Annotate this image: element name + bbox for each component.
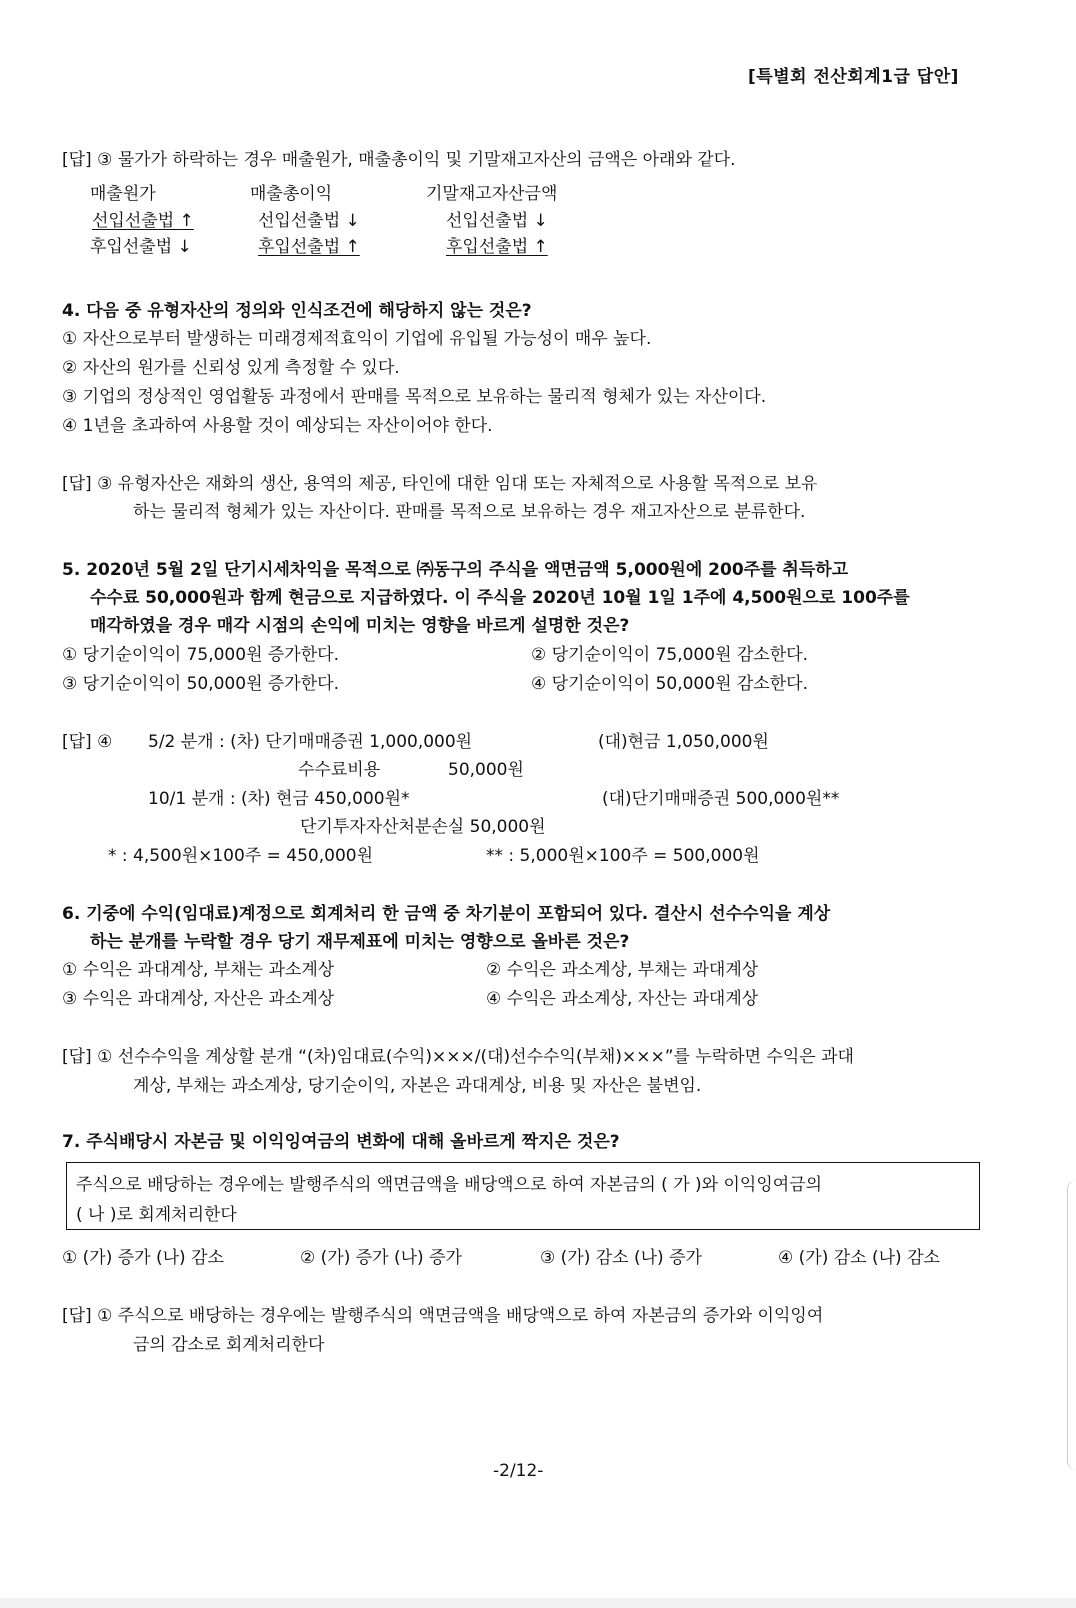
table-cell: 선입선출법 ↓ <box>258 211 360 231</box>
question-7-box-line-2: ( 나 )로 회계처리한다 <box>76 1205 237 1225</box>
answer-7-line-2: 금의 감소로 회계처리한다 <box>133 1335 325 1355</box>
table-cell: 후입선출법 ↑ <box>446 237 548 257</box>
journal-entry-5-2-debit: 5/2 분개 : (차) 단기매매증권 1,000,000원 <box>148 732 473 752</box>
question-6-option-1: ① 수익은 과대계상, 부채는 과소계상 <box>62 960 335 980</box>
question-6-title-line-2: 하는 분개를 누락할 경우 당기 재무제표에 미치는 영향으로 올바른 것은? <box>90 932 630 952</box>
answer-5-label: [답] ④ <box>62 732 113 752</box>
journal-entry-10-1-credit: (대)단기매매증권 500,000원** <box>602 789 840 809</box>
table-cell: 후입선출법 ↑ <box>258 237 360 257</box>
answer-4-line-2: 하는 물리적 형체가 있는 자산이다. 판매를 목적으로 보유하는 경우 재고자산으로 분류한다. <box>133 502 806 522</box>
table-header-gross-profit: 매출총이익 <box>250 184 333 204</box>
answer-6-line-1: [답] ① 선수수익을 계상할 분개 “(차)임대료(수익)×××/(대)선수수익(부채)×××”를 누락하면 수익은 과대 <box>62 1047 854 1067</box>
scrollbar[interactable] <box>1067 1180 1076 1470</box>
page-header: [특별회 전산회계1급 답안] <box>748 67 959 87</box>
question-4-option-3: ③ 기업의 정상적인 영업활동 과정에서 판매를 목적으로 보유하는 물리적 형체가 있는 자산이다. <box>62 387 767 407</box>
bottom-band <box>0 1598 1076 1608</box>
question-6-option-3: ③ 수익은 과대계상, 자산은 과소계상 <box>62 989 335 1009</box>
table-header-ending-inventory: 기말재고자산금액 <box>426 184 558 204</box>
journal-entry-10-1-debit: 10/1 분개 : (차) 현금 450,000원* <box>148 789 410 809</box>
question-5-option-2: ② 당기순이익이 75,000원 감소한다. <box>531 645 808 665</box>
calculation-note-2: ** : 5,000원×100주 = 500,000원 <box>486 846 760 866</box>
question-5-title-line-3: 매각하였을 경우 매각 시점의 손익에 미치는 영향을 바르게 설명한 것은? <box>90 616 630 636</box>
question-6-option-4: ④ 수익은 과소계상, 자산는 과대계상 <box>486 989 759 1009</box>
journal-entry-fee: 수수료비용 <box>298 760 381 780</box>
table-cell: 선입선출법 ↑ <box>92 211 194 231</box>
journal-entry-5-2-credit: (대)현금 1,050,000원 <box>598 732 769 752</box>
question-7-option-3: ③ (가) 감소 (나) 증가 <box>540 1248 702 1268</box>
question-7-title: 7. 주식배당시 자본금 및 이익잉여금의 변화에 대해 올바르게 짝지은 것은? <box>62 1132 620 1152</box>
journal-entry-fee-amount: 50,000원 <box>448 760 524 780</box>
question-4-option-1: ① 자산으로부터 발생하는 미래경제적효익이 기업에 유입될 가능성이 매우 높다. <box>62 329 652 349</box>
question-4-option-2: ② 자산의 원가를 신뢰성 있게 측정할 수 있다. <box>62 358 400 378</box>
question-6-option-2: ② 수익은 과소계상, 부채는 과대계상 <box>486 960 759 980</box>
question-5-option-3: ③ 당기순이익이 50,000원 증가한다. <box>62 674 339 694</box>
question-4-option-4: ④ 1년을 초과하여 사용할 것이 예상되는 자산이어야 한다. <box>62 416 493 436</box>
table-cell: 후입선출법 ↓ <box>90 237 192 257</box>
question-5-title-line-2: 수수료 50,000원과 함께 현금으로 지급하였다. 이 주식을 2020년 10월 1일 1주에 4,500원으로 100주를 <box>90 588 910 608</box>
answer-7-line-1: [답] ① 주식으로 배당하는 경우에는 발행주식의 액면금액을 배당액으로 하여 자본금의 증가와 이익잉여 <box>62 1306 824 1326</box>
answer-4-line-1: [답] ③ 유형자산은 재화의 생산, 용역의 제공, 타인에 대한 임대 또는 자체적으로 사용할 목적으로 보유 <box>62 474 818 494</box>
calculation-note-1: * : 4,500원×100주 = 450,000원 <box>108 846 374 866</box>
question-5-option-1: ① 당기순이익이 75,000원 증가한다. <box>62 645 339 665</box>
table-cell: 선입선출법 ↓ <box>446 211 548 231</box>
question-5-title-line-1: 5. 2020년 5월 2일 단기시세차익을 목적으로 ㈜동구의 주식을 액면금액 5,000원에 200주를 취득하고 <box>62 560 849 580</box>
question-4-title: 4. 다음 중 유형자산의 정의와 인식조건에 해당하지 않는 것은? <box>62 301 532 321</box>
answer-6-line-2: 계상, 부채는 과소계상, 당기순이익, 자본은 과대계상, 비용 및 자산은 불변임. <box>133 1076 702 1096</box>
question-6-title-line-1: 6. 기중에 수익(임대료)계정으로 회계처리 한 금액 중 차기분이 포함되어 있다. 결산시 선수수익을 계상 <box>62 904 831 924</box>
question-5-option-4: ④ 당기순이익이 50,000원 감소한다. <box>531 674 808 694</box>
question-7-option-2: ② (가) 증가 (나) 증가 <box>300 1248 462 1268</box>
answer-3-line: [답] ③ 물가가 하락하는 경우 매출원가, 매출총이익 및 기말재고자산의 금액은 아래와 같다. <box>62 150 736 170</box>
page-number: -2/12- <box>493 1461 544 1481</box>
journal-entry-loss: 단기투자자산처분손실 50,000원 <box>300 817 546 837</box>
question-7-option-4: ④ (가) 감소 (나) 감소 <box>778 1248 940 1268</box>
table-header-cost: 매출원가 <box>90 184 156 204</box>
question-7-box-line-1: 주식으로 배당하는 경우에는 발행주식의 액면금액을 배당액으로 하여 자본금의 ( 가 )와 이익잉여금의 <box>76 1175 823 1195</box>
question-7-option-1: ① (가) 증가 (나) 감소 <box>62 1248 224 1268</box>
